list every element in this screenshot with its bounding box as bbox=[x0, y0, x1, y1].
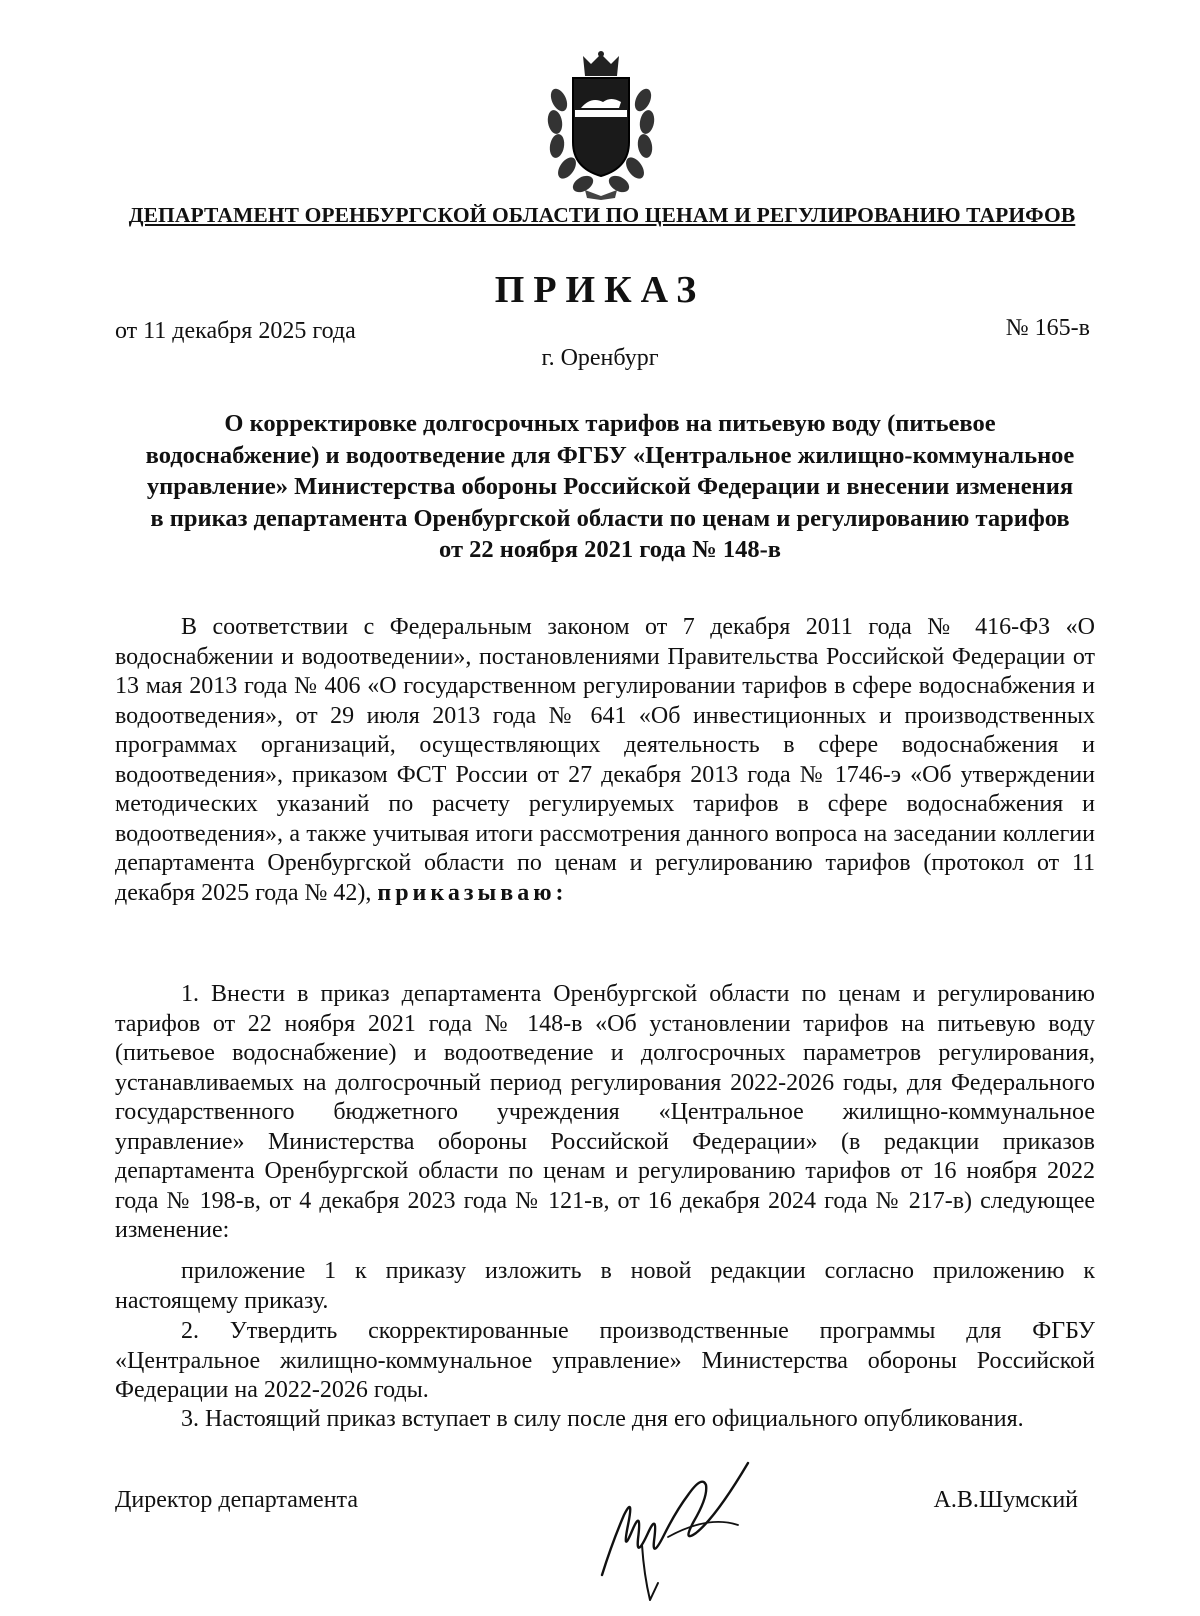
document-title: ПРИКАЗ bbox=[494, 269, 706, 311]
orenburg-coat-of-arms-icon bbox=[545, 50, 657, 200]
order-word: приказываю: bbox=[377, 879, 568, 906]
item-1-subparagraph: приложение 1 к приказу изложить в новой редакции согласно приложению к настоящему приказу. bbox=[115, 1258, 1095, 1314]
item-2: 2. Утвердить скорректированные производственные программы для ФГБУ «Центральное жилищно-коммунальное управление» Министерства обороны Российской Федерации на 2022-2026 годы. bbox=[115, 1318, 1095, 1403]
signatory-position: Директор департамента bbox=[115, 1487, 358, 1513]
handwritten-signature bbox=[598, 1455, 768, 1605]
document-city: г. Оренбург bbox=[541, 345, 659, 371]
item-1: 1. Внести в приказ департамента Оренбургской области по ценам и регулированию тарифов от 22 ноября 2021 года № 148-в «Об установлении тарифов на питьевую воду (питьевое водоснабжение) и водоотведение и долгосрочных параметров регулирования, устанавливаемых на долгосрочный период регулирования 2022-2026 годы, для Федерального государственного бюджетного учреждения «Центральное жилищно-коммунальное управление» Министерства обороны Российской Федерации» (в редакции приказов департамента Оренбургской области по ценам и регулированию тарифов от 16 ноября 2022 года № 198-в, от 4 декабря 2023 года № 121-в, от 16 декабря 2024 года № 217-в) следующее изменение: bbox=[115, 981, 1095, 1243]
document-number: № 165-в bbox=[1005, 315, 1090, 341]
preamble-text: В соответствии с Федеральным законом от 7 декабря 2011 года № 416-ФЗ «О водоснабжении и водоотведении», постановлениями Правительства Российской Федерации от 13 мая 2013 года № 406 «О государственном регулировании тарифов в сфере водоснабжения и водоотведения», от 29 июля 2013 года № 641 «Об инвестиционных и производственных программах организаций, осуществляющих деятельность в сфере водоснабжения и водоотведения», приказом ФСТ России от 27 декабря 2013 года № 1746-э «Об утверждении методических указаний по расчету регулируемых тарифов в сфере водоснабжения и водоотведения», а также учитывая итоги рассмотрения данного вопроса на заседании коллегии департамента Оренбургской области по ценам и регулированию тарифов (протокол от 11 декабря 2025 года № 42), bbox=[115, 614, 1095, 906]
document-date: от 11 декабря 2025 года bbox=[115, 318, 356, 344]
preamble-paragraph bbox=[115, 613, 1095, 908]
signatory-name: А.В.Шумский bbox=[933, 1487, 1078, 1513]
department-name: ДЕПАРТАМЕНТ ОРЕНБУРГСКОЙ ОБЛАСТИ ПО ЦЕНАМ И РЕГУЛИРОВАНИЮ ТАРИФОВ bbox=[128, 203, 1076, 227]
document-subject: О корректировке долгосрочных тарифов на питьевую воду (питьевое водоснабжение) и водоотведение для ФГБУ «Центральное жилищно-коммунальное управление» Министерства обороны Российской Федерации и внесении изменения в приказ департамента Оренбургской области по ценам и регулированию тарифов от 22 ноября 2021 года № 148-в bbox=[145, 410, 1075, 563]
item-3: 3. Настоящий приказ вступает в силу после дня его официального опубликования. bbox=[181, 1406, 1024, 1432]
